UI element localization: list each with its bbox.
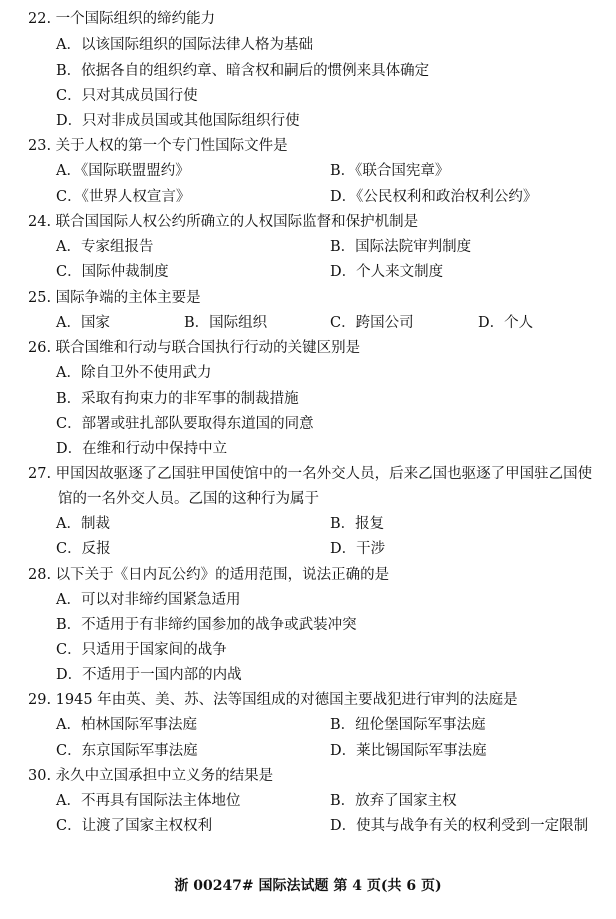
question-text: 关于人权的第一个专门性国际文件是	[55, 138, 288, 154]
question-text: 1945 年由英、美、苏、法等国组成的对德国主要战犯进行审判的法庭是	[55, 692, 518, 708]
question-text: 联合国维和行动与联合国执行行动的关键区别是	[55, 340, 361, 356]
question-27	[28, 464, 592, 484]
option-23-a: A．《国际联盟盟约》	[56, 163, 190, 179]
option-29-a: A．柏林国际军事法庭	[56, 717, 197, 733]
question-number: 24.	[28, 214, 52, 230]
option-26-c: C．部署或驻扎部队要取得东道国的同意	[56, 416, 314, 432]
question-text: 国际争端的主体主要是	[55, 290, 201, 306]
question-number: 28.	[28, 567, 52, 583]
question-25	[28, 288, 201, 308]
option-30-a: A．不再具有国际法主体地位	[56, 793, 241, 809]
option-23-d: D．《公民权利和政治权利公约》	[330, 189, 538, 205]
question-26	[28, 338, 360, 358]
question-22	[28, 9, 215, 29]
question-27-continuation: 馆的一名外交人员。乙国的这种行为属于	[58, 491, 319, 507]
option-29-d: D．莱比锡国际军事法庭	[330, 743, 487, 759]
option-27-a: A．制裁	[56, 516, 110, 532]
option-28-c: C．只适用于国家间的战争	[56, 642, 227, 658]
option-29-b: B．纽伦堡国际军事法庭	[330, 717, 486, 733]
question-number: 22.	[28, 11, 52, 27]
option-24-d: D．个人来文制度	[330, 264, 444, 280]
question-number: 30.	[28, 768, 52, 784]
option-26-b: B．采取有拘束力的非军事的制裁措施	[56, 391, 299, 407]
option-30-d: D．使其与战争有关的权利受到一定限制	[330, 818, 589, 834]
option-27-b: B．报复	[330, 516, 385, 532]
option-25-a: A．国家	[56, 315, 110, 331]
option-28-d: D．不适用于一国内部的内战	[56, 667, 242, 683]
option-30-c: C．让渡了国家主权权利	[56, 818, 213, 834]
option-27-c: C．反报	[56, 541, 111, 557]
option-30-b: B．放弃了国家主权	[330, 793, 457, 809]
option-25-c: C．跨国公司	[330, 315, 414, 331]
question-text: 永久中立国承担中立义务的结果是	[55, 768, 274, 784]
option-22-c: C．只对其成员国行使	[56, 88, 198, 104]
option-25-b: B．国际组织	[184, 315, 268, 331]
question-number: 23.	[28, 138, 52, 154]
question-28	[28, 565, 389, 585]
question-text: 一个国际组织的缔约能力	[55, 11, 216, 27]
option-25-d: D．个人	[478, 315, 534, 331]
option-24-b: B．国际法院审判制度	[330, 239, 472, 255]
question-24	[28, 212, 418, 232]
question-text: 以下关于《日内瓦公约》的适用范围，说法正确的是	[55, 567, 390, 583]
question-text: 甲国因故驱逐了乙国驻甲国使馆中的一名外交人员，后来乙国也驱逐了甲国驻乙国使	[55, 466, 593, 482]
option-26-d: D．在维和行动中保持中立	[56, 441, 228, 457]
question-30	[28, 766, 273, 786]
question-29	[28, 690, 518, 710]
option-22-d: D．只对非成员国或其他国际组织行使	[56, 113, 300, 129]
question-number: 27.	[28, 466, 52, 482]
option-27-d: D．干涉	[330, 541, 386, 557]
option-26-a: A．除自卫外不使用武力	[56, 365, 212, 381]
option-23-b: B．《联合国宪章》	[330, 163, 450, 179]
option-22-a: A．以该国际组织的国际法律人格为基础	[56, 37, 313, 53]
option-23-c: C．《世界人权宣言》	[56, 189, 191, 205]
option-24-a: A．专家组报告	[56, 239, 154, 255]
page-footer: 浙 00247# 国际法试题 第 4 页(共 6 页)	[174, 878, 442, 894]
question-number: 26.	[28, 340, 52, 356]
question-text: 联合国国际人权公约所确立的人权国际监督和保护机制是	[55, 214, 419, 230]
question-number: 29.	[28, 692, 52, 708]
option-28-b: B．不适用于有非缔约国参加的战争或武装冲突	[56, 617, 357, 633]
question-23	[28, 136, 288, 156]
option-24-c: C．国际仲裁制度	[56, 264, 169, 280]
option-22-b: B．依据各自的组织约章、暗含权和嗣后的惯例来具体确定	[56, 63, 430, 79]
option-28-a: A．可以对非缔约国紧急适用	[56, 592, 241, 608]
option-29-c: C．东京国际军事法庭	[56, 743, 198, 759]
question-number: 25.	[28, 290, 52, 306]
